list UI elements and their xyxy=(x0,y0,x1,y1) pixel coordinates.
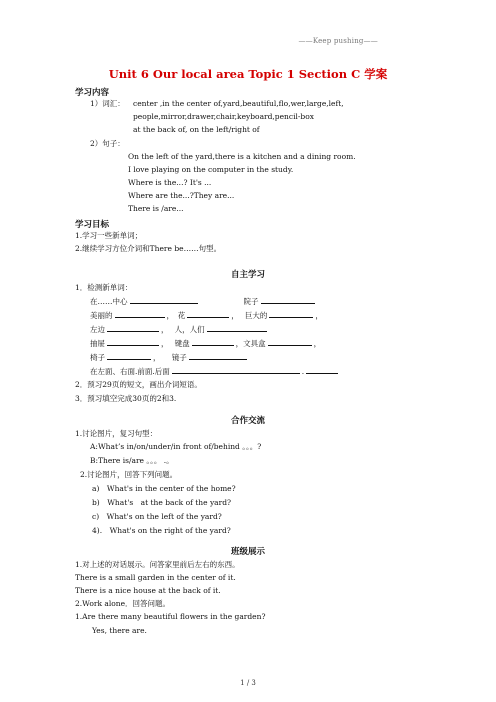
pattern-b: B:There is/are 。。。 .。 xyxy=(90,456,174,465)
vocab-line-1: center ,in the center of,yard,beautiful,flo,wer,large,left, xyxy=(133,99,344,108)
cooperation-heading: 合作交流 xyxy=(230,416,265,426)
cooperation-item-1: 1.讨论图片，复习句型： xyxy=(75,429,158,438)
vocab-row-3 xyxy=(90,324,269,335)
answer-blank[interactable] xyxy=(207,324,267,332)
row4-label-c: ，文具盒 xyxy=(235,339,266,348)
row4-label-d: ， xyxy=(313,339,322,348)
answer-blank[interactable] xyxy=(187,310,229,318)
sentence-label: 2）句子： xyxy=(90,139,125,148)
row3-label-a: 左边 xyxy=(90,325,105,334)
self-study-item-2: 2．预习29页的短文，画出介词短语。 xyxy=(75,380,202,389)
row4-label-a: 抽屉 xyxy=(90,339,105,348)
answer-blank[interactable] xyxy=(189,352,247,360)
class-show-line-2: There is a small garden in the center of it. xyxy=(75,573,236,582)
answer-blank[interactable] xyxy=(306,366,338,374)
self-study-heading: 自主学习 xyxy=(230,270,265,280)
vocab-label: 1）词汇： xyxy=(90,99,125,108)
row5-label-b: ， 镜子 xyxy=(153,353,187,362)
vocab-line-3: at the back of, on the left/right of xyxy=(133,125,260,134)
sentence-3: Where is the...? It's ... xyxy=(128,178,212,187)
row4-label-b: ， 键盘 xyxy=(161,339,190,348)
row3-label-b: ， 人，人们 xyxy=(161,325,205,334)
class-show-line-4: 2.Work alone．回答问题。 xyxy=(75,599,171,608)
row6-label-a: 在左面、右面.前面.后面 xyxy=(90,367,170,376)
answer-blank[interactable] xyxy=(130,296,198,304)
row2-label-c: ， 巨大的 xyxy=(231,311,268,320)
sentence-1: On the left of the yard,there is a kitchen and a dining room. xyxy=(128,152,356,161)
answer-blank[interactable] xyxy=(261,296,315,304)
row2-label-a: 美丽的 xyxy=(90,311,113,320)
vocab-row-1 xyxy=(90,296,317,307)
vocab-row-5 xyxy=(90,352,249,363)
page-title: Unit 6 Our local area Topic 1 Section C 学案 xyxy=(108,67,388,81)
question-c: c) What's on the left of the yard? xyxy=(92,512,222,521)
row6-label-b: . xyxy=(301,367,305,376)
goals-heading: 学习目标 xyxy=(75,220,110,230)
row2-label-d: ， xyxy=(315,311,323,320)
page-number: 1 / 3 xyxy=(240,679,256,687)
self-study-item-3: 3．预习填空完成30页的2和3. xyxy=(75,394,177,403)
class-show-line-3: There is a nice house at the back of it. xyxy=(75,586,221,595)
self-study-intro: 1．检测新单词： xyxy=(75,283,133,292)
pattern-a: A:What’s in/on/under/in front of/behind 。。。? xyxy=(90,442,262,451)
row2-label-b: ， 花 xyxy=(166,311,186,320)
vocab-row-2 xyxy=(90,310,323,321)
class-show-line-5: 1.Are there many beautiful flowers in the garden? xyxy=(75,612,266,621)
vocab-row-6 xyxy=(90,366,340,377)
class-show-heading: 班级展示 xyxy=(230,547,265,557)
answer-blank[interactable] xyxy=(107,352,151,360)
row1-label-b: 院子 xyxy=(243,297,259,306)
vocab-row-4 xyxy=(90,338,321,349)
answer-blank[interactable] xyxy=(172,366,300,374)
row5-label-a: 椅子 xyxy=(90,353,105,362)
class-show-line-1: 1.对上述的对话展示。问答家里前后左右的东西。 xyxy=(75,560,240,569)
sentence-4: Where are the...?They are... xyxy=(128,191,235,200)
answer-blank[interactable] xyxy=(192,338,234,346)
question-b: b) What's at the back of the yard? xyxy=(92,498,232,507)
content-heading: 学习内容 xyxy=(75,88,110,98)
answer-blank[interactable] xyxy=(115,310,165,318)
answer-blank[interactable] xyxy=(107,338,159,346)
answer-blank[interactable] xyxy=(268,338,312,346)
header-motto: ——Keep pushing—— xyxy=(298,37,378,45)
question-a: a) What's in the center of the home? xyxy=(92,484,236,493)
goal-1: 1.学习一些新单词； xyxy=(75,231,143,240)
cooperation-item-2: 2.讨论图片，回答下列问题。 xyxy=(80,470,178,479)
sentence-2: I love playing on the computer in the study. xyxy=(128,165,294,174)
answer-blank[interactable] xyxy=(107,324,159,332)
row1-label-a: 在……中心 xyxy=(90,297,128,306)
goal-2: 2.继续学习方位介词和There be……句型。 xyxy=(75,244,222,253)
question-d: 4). What's on the right of the yard? xyxy=(92,526,231,535)
answer-blank[interactable] xyxy=(269,310,313,318)
sentence-5: There is /are... xyxy=(128,204,184,213)
vocab-line-2: people,mirror,drawer,chair,keyboard,pencil-box xyxy=(133,112,314,121)
class-show-answer: Yes, there are. xyxy=(92,626,147,635)
